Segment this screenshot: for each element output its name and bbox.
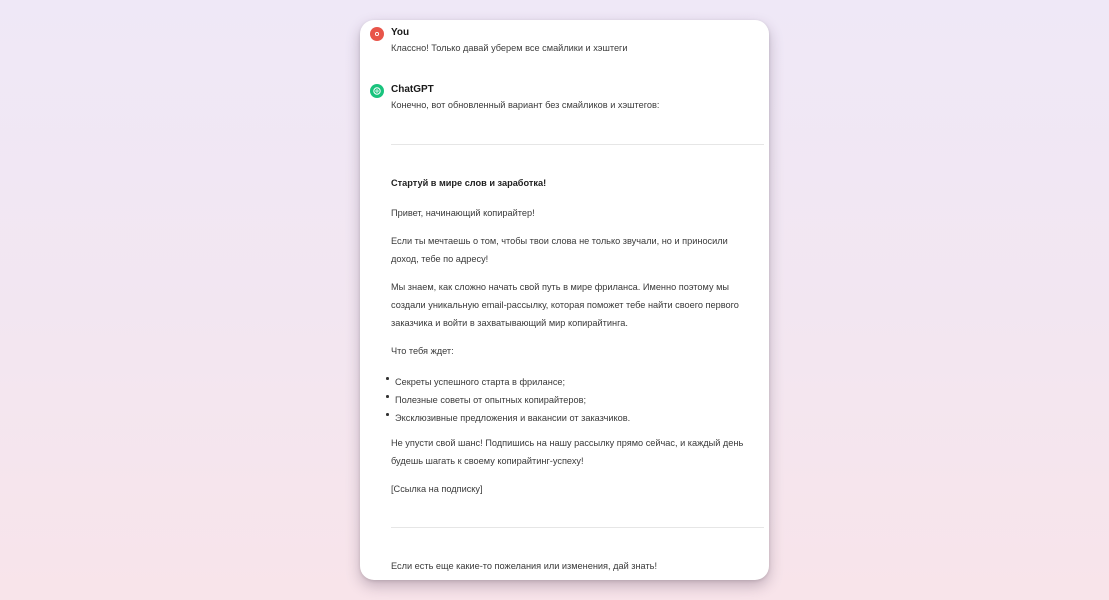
- chat-card: [360, 20, 769, 580]
- email-headline: Стартуй в мире слов и заработка!: [391, 178, 547, 188]
- email-bullet-list: [385, 373, 630, 427]
- email-paragraph-1: Если ты мечтаешь о том, чтобы твои слова не только звучали, но и приносили доход, тебе по адресу!: [391, 236, 728, 264]
- email-paragraph-2: Мы знаем, как сложно начать свой путь в мире фриланса. Именно поэтому мы создали уникальную email-рассылку, которая поможет тебе найти своего первого заказчика и войти в захватывающий мир копирайтинга.: [391, 282, 739, 328]
- divider-bottom: [391, 527, 764, 528]
- user-message-text: Классно! Только давай уберем все смайлики и хэштеги: [391, 43, 628, 53]
- email-paragraph-3: Не упусти свой шанс! Подпишись на нашу рассылку прямо сейчас, и каждый день будешь шагать к своему копирайтинг-успеху!: [391, 438, 744, 466]
- assistant-message-header: [370, 84, 759, 114]
- assistant-author-name: ChatGPT: [391, 84, 434, 95]
- assistant-intro-text: Конечно, вот обновленный вариант без смайликов и хэштегов:: [391, 100, 660, 110]
- divider-top: [391, 144, 764, 145]
- list-item: Секреты успешного старта в фрилансе;: [385, 373, 630, 391]
- list-item: Полезные советы от опытных копирайтеров;: [385, 391, 630, 409]
- list-item: Эксклюзивные предложения и вакансии от заказчиков.: [385, 409, 630, 427]
- openai-logo-icon: [370, 84, 384, 98]
- user-author-name: You: [391, 27, 410, 38]
- assistant-outro-text: Если есть еще какие-то пожелания или изменения, дай знать!: [391, 561, 658, 571]
- email-list-intro: Что тебя ждет:: [391, 346, 454, 356]
- email-greeting: Привет, начинающий копирайтер!: [391, 208, 535, 218]
- email-subscription-link-placeholder: [Ссылка на подписку]: [391, 484, 483, 494]
- user-avatar-icon: [370, 27, 384, 41]
- user-message: [370, 27, 759, 57]
